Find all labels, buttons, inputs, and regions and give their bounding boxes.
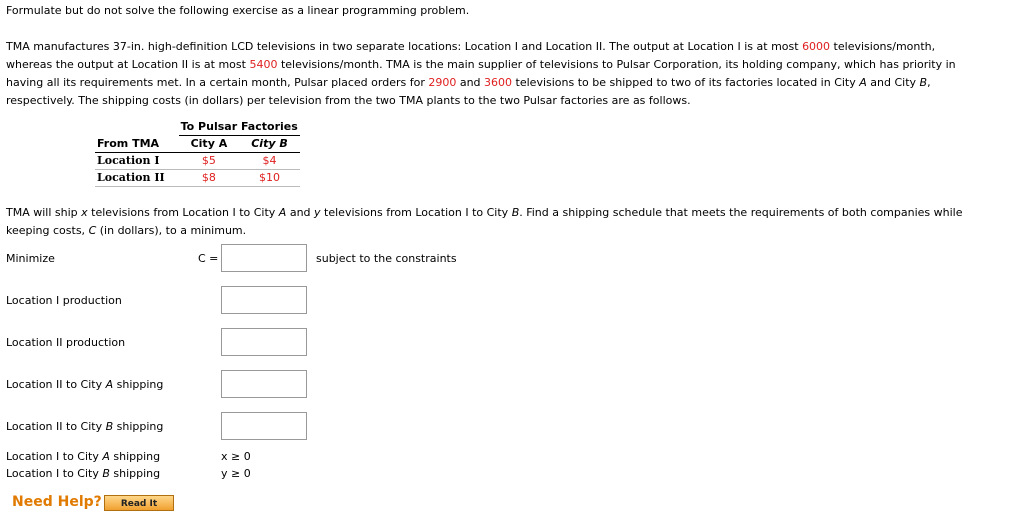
- need-help-label: Need Help?: [12, 494, 102, 510]
- read-it-button[interactable]: Read It: [104, 495, 174, 511]
- problem-line-4: respectively. The shipping costs (in dollars) per television from the two TMA plants to the two Pulsar factories are as follows.: [6, 94, 691, 107]
- location-2-city-b-input[interactable]: [221, 412, 307, 440]
- table-header-city-b: City B: [239, 136, 300, 153]
- problem-statement: [6, 38, 956, 110]
- problem-line-3: having all its requirements met. In a certain month, Pulsar placed orders for 2900 and 3600 televisions to be shipped to two of its factories located in City A and City B,: [6, 76, 931, 89]
- table-header-from: From TMA: [95, 136, 179, 153]
- location-1-capacity: 6000: [802, 40, 831, 53]
- y-nonnegative: y ≥ 0: [221, 467, 251, 480]
- location-1-production-input[interactable]: [221, 286, 307, 314]
- problem-line-1: TMA manufactures 37-in. high-definition LCD televisions in two separate locations: Location I and Location II. The output at Location I is at most 6000 televisions/month,: [6, 40, 936, 53]
- table-header-city-a: City A: [179, 136, 240, 153]
- location-2-city-a-label: Location II to City A shipping: [6, 378, 164, 391]
- instructions: Formulate but do not solve the following exercise as a linear programming problem.: [6, 4, 470, 17]
- location-2-capacity: 5400: [249, 58, 278, 71]
- minimize-label: Minimize: [6, 252, 55, 265]
- table-row: Location I $5 $4: [95, 153, 300, 170]
- shipping-line-1: TMA will ship x televisions from Location I to City A and y televisions from Location I to City B. Find a shipping schedule that meets the requirements of both companies while: [6, 206, 963, 219]
- city-a-order: 2900: [428, 76, 457, 89]
- objective-input[interactable]: [221, 244, 307, 272]
- problem-line-2: whereas the output at Location II is at most 5400 televisions/month. TMA is the main supplier of televisions to Pulsar Corporation, its holding company, which has priority in: [6, 58, 956, 71]
- location-1-city-b-label: Location I to City B shipping: [6, 467, 161, 480]
- objective-c-label: C =: [198, 252, 219, 265]
- location-2-production-input[interactable]: [221, 328, 307, 356]
- shipping-instructions: [6, 204, 962, 240]
- table-header-to: To Pulsar Factories: [179, 119, 300, 136]
- shipping-cost-table: [95, 119, 300, 187]
- location-2-city-a-input[interactable]: [221, 370, 307, 398]
- subject-to-label: subject to the constraints: [316, 252, 457, 265]
- location-1-production-label: Location I production: [6, 294, 122, 307]
- table-row: Location II $8 $10: [95, 170, 300, 187]
- shipping-line-2: keeping costs, C (in dollars), to a minimum.: [6, 224, 247, 237]
- location-1-city-a-label: Location I to City A shipping: [6, 450, 161, 463]
- city-b-order: 3600: [484, 76, 513, 89]
- location-2-city-b-label: Location II to City B shipping: [6, 420, 164, 433]
- x-nonnegative: x ≥ 0: [221, 450, 251, 463]
- location-2-production-label: Location II production: [6, 336, 126, 349]
